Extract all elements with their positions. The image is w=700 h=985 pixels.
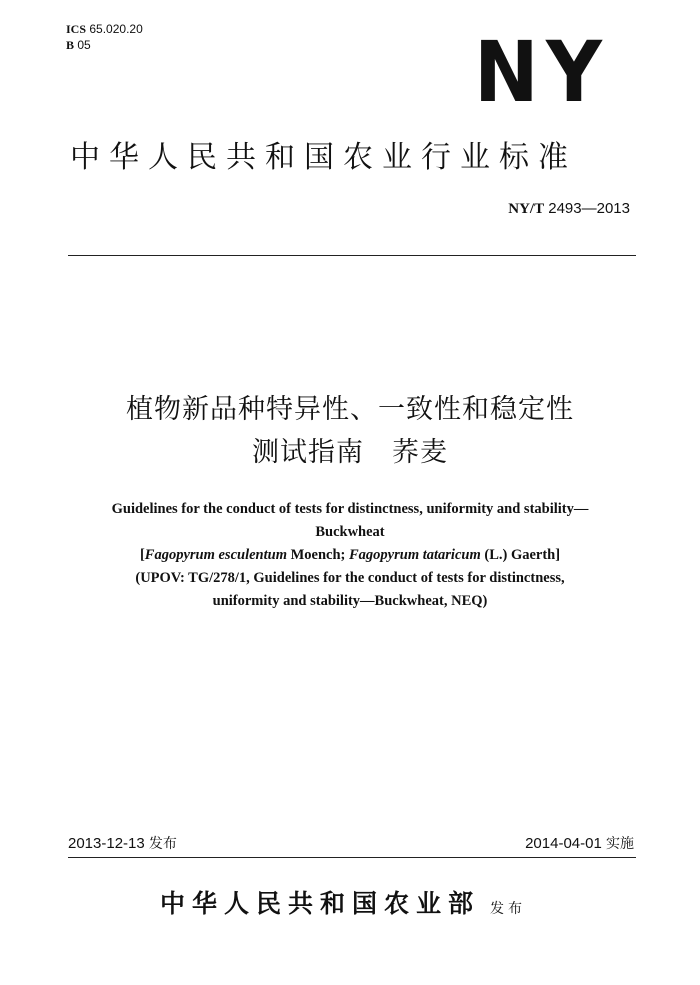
ccs-label: B — [66, 38, 75, 52]
ny-logo: NY — [474, 23, 610, 121]
publish-date-value: 2013-12-13 — [68, 835, 145, 852]
bottom-divider — [68, 857, 636, 858]
title-en-bracket-open: [ — [139, 547, 145, 563]
ccs-value: 05 — [77, 38, 91, 52]
title-cn-line1: 植物新品种特异性、一致性和稳定性 — [126, 394, 574, 425]
ics-value: 65.020.20 — [89, 22, 143, 36]
ics-label: ICS — [66, 22, 87, 36]
title-cn-line2: 测试指南 荞麦 — [252, 437, 448, 468]
title-en-line5: uniformity and stability—Buckwheat, NEQ) — [212, 593, 488, 609]
title-en-line4: (UPOV: TG/278/1, Guidelines for the conduct of tests for distinctness, — [135, 570, 565, 586]
title-en-line1: Guidelines for the conduct of tests for distinctness, uniformity and stability— — [111, 501, 589, 517]
standard-number — [508, 200, 630, 218]
issuer-suffix: 发布 — [490, 901, 526, 917]
publish-label: 发布 — [148, 836, 177, 852]
standard-code: 2493—2013 — [548, 200, 630, 217]
title-en-end: (L.) Gaerth] — [480, 547, 561, 563]
issuer-name: 中华人民共和国农业部 — [160, 889, 481, 918]
standard-category: 中华人民共和国农业行业标准 — [70, 140, 577, 175]
ccs-code — [66, 38, 91, 52]
top-divider — [68, 255, 636, 256]
species-name-1: Fagopyrum esculentum — [144, 547, 287, 563]
species-name-2: Fagopyrum tataricum — [349, 547, 481, 563]
title-en-line3 — [40, 544, 660, 567]
title-en-mid: Moench; — [286, 547, 349, 563]
publish-date — [68, 834, 177, 854]
implement-date — [525, 834, 634, 854]
implement-date-value: 2014-04-01 — [525, 835, 602, 852]
title-en-line2: Buckwheat — [315, 524, 385, 540]
standard-prefix: NY/T — [508, 201, 545, 217]
implement-label: 实施 — [606, 836, 634, 852]
ics-code — [66, 22, 143, 36]
